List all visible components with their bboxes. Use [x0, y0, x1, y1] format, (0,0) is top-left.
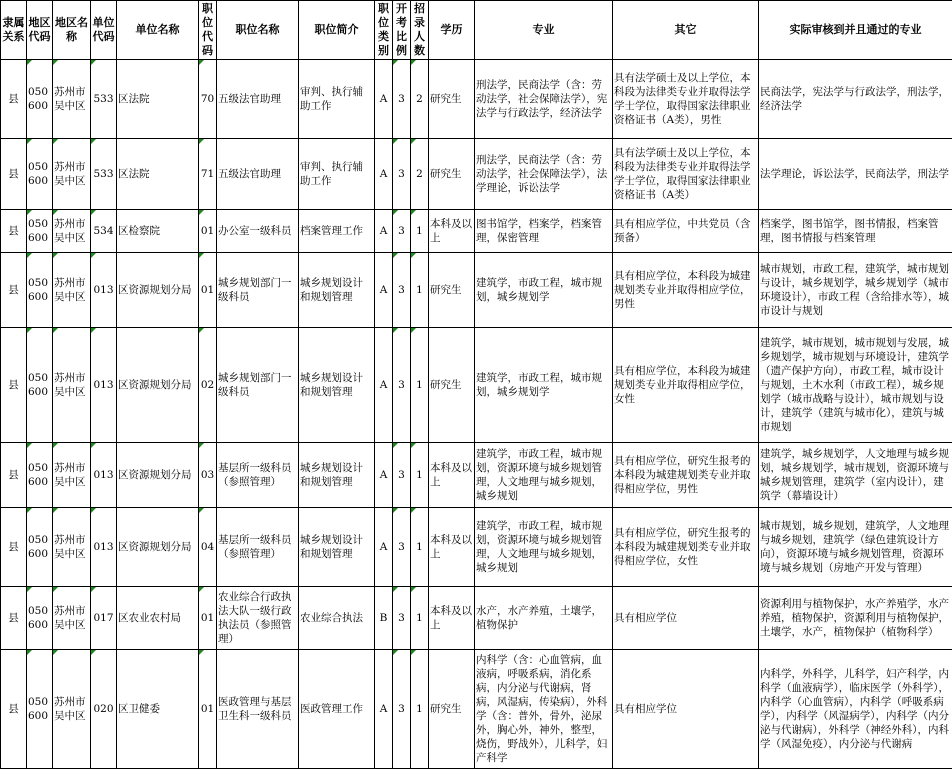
table-row — [1, 508, 952, 587]
header-cell: 学历 — [429, 1, 475, 60]
education-cell: 研究生 — [429, 650, 475, 769]
actual-major-cell: 城市规划，城乡规划，建筑学，人文地理与城乡规划，建筑学（绿色建筑设计方向），资源环境与城乡规划管理，资源环境与城乡规划（房地产开发与管理） — [759, 508, 952, 587]
actual-major-cell: 建筑学，城乡规划学，人文地理与城乡规划，城乡规划学，城市规划，资源环境与城乡规划管理，建筑学（室内设计），建筑学（幕墙设计） — [759, 443, 952, 508]
other-cell: 具有法学硕士及以上学位，本科段为法律类专业并取得法学学士学位，取得国家法律职业资格证书（A类） — [613, 139, 759, 210]
category-cell: A — [375, 650, 393, 769]
relation-cell: 县 — [1, 587, 27, 650]
education-cell: 研究生 — [429, 139, 475, 210]
unit-code-cell: 017 — [91, 587, 117, 650]
education-cell: 本科及以上 — [429, 210, 475, 253]
major-cell: 图书馆学，档案学，档案管理，保密管理 — [475, 210, 613, 253]
major-cell: 建筑学，市政工程，城市规划，资源环境与城乡规划管理，人文地理与城乡规划，城乡规划 — [475, 508, 613, 587]
header-cell: 单位代码 — [91, 1, 117, 60]
region-name-cell: 苏州市吴中区 — [53, 139, 91, 210]
ratio-cell: 3 — [393, 139, 411, 210]
actual-major-cell: 民商法学，宪法学与行政法学，刑法学，经济法学 — [759, 60, 952, 139]
unit-name-cell: 区检察院 — [117, 210, 199, 253]
unit-code-cell: 533 — [91, 139, 117, 210]
position-intro-cell: 农业综合执法 — [299, 587, 375, 650]
position-code-cell: 02 — [199, 328, 217, 443]
position-code-cell: 01 — [199, 650, 217, 769]
position-code-cell: 01 — [199, 587, 217, 650]
category-cell: A — [375, 60, 393, 139]
header-row — [1, 1, 952, 60]
other-cell: 具有相应学位，本科段为城建规划类专业并取得相应学位，女性 — [613, 328, 759, 443]
header-cell: 职位代码 — [199, 1, 217, 60]
position-intro-cell: 档案管理工作 — [299, 210, 375, 253]
region-name-cell: 苏州市吴中区 — [53, 587, 91, 650]
position-code-cell: 04 — [199, 508, 217, 587]
position-name-cell: 基层所一级科员（参照管理） — [217, 508, 299, 587]
position-name-cell: 办公室一级科员 — [217, 210, 299, 253]
actual-major-cell: 档案学，图书馆学，图书情报，档案管理，图书情报与档案管理 — [759, 210, 952, 253]
relation-cell: 县 — [1, 443, 27, 508]
region-code-cell: 050600 — [27, 328, 53, 443]
major-cell: 建筑学，市政工程，城市规划，资源环境与城乡规划管理，人文地理与城乡规划，城乡规划 — [475, 443, 613, 508]
relation-cell: 县 — [1, 253, 27, 328]
education-cell: 本科及以上 — [429, 443, 475, 508]
actual-major-cell: 城市规划，市政工程，建筑学，城市规划与设计，城乡规划学，城乡规划学（城市环境设计），市政工程（含给排水等），城市设计与规划 — [759, 253, 952, 328]
position-code-cell: 71 — [199, 139, 217, 210]
header-cell: 其它 — [613, 1, 759, 60]
header-cell: 职位名称 — [217, 1, 299, 60]
relation-cell: 县 — [1, 210, 27, 253]
other-cell: 具有相应学位，研究生报考的本科段为城建规划类专业并取得相应学位，女性 — [613, 508, 759, 587]
quota-cell: 1 — [411, 328, 429, 443]
quota-cell: 1 — [411, 253, 429, 328]
table-row — [1, 210, 952, 253]
region-code-cell: 050600 — [27, 650, 53, 769]
relation-cell: 县 — [1, 60, 27, 139]
category-cell: B — [375, 587, 393, 650]
major-cell: 水产，水产养殖，土壤学，植物保护 — [475, 587, 613, 650]
position-name-cell: 城乡规划部门一级科员 — [217, 253, 299, 328]
region-code-cell: 050600 — [27, 60, 53, 139]
header-cell: 职位简介 — [299, 1, 375, 60]
position-name-cell: 医政管理与基层卫生科一级科员 — [217, 650, 299, 769]
region-code-cell: 050600 — [27, 139, 53, 210]
unit-name-cell: 区法院 — [117, 60, 199, 139]
quota-cell: 1 — [411, 508, 429, 587]
table-row — [1, 253, 952, 328]
other-cell: 具有相应学位 — [613, 587, 759, 650]
actual-major-cell: 资源利用与植物保护，水产养殖学，水产养殖，植物保护，资源利用与植物保护，土壤学，水产，植物保护（植物科学） — [759, 587, 952, 650]
quota-cell: 1 — [411, 587, 429, 650]
education-cell: 本科及以上 — [429, 587, 475, 650]
region-name-cell: 苏州市吴中区 — [53, 60, 91, 139]
ratio-cell: 3 — [393, 328, 411, 443]
education-cell: 研究生 — [429, 328, 475, 443]
header-cell: 单位名称 — [117, 1, 199, 60]
position-name-cell: 基层所一级科员（参照管理） — [217, 443, 299, 508]
other-cell: 具有法学硕士及以上学位，本科段为法律类专业并取得法学学士学位，取得国家法律职业资格证书（A类），男性 — [613, 60, 759, 139]
header-cell: 实际审核到并且通过的专业 — [759, 1, 952, 60]
category-cell: A — [375, 328, 393, 443]
table-row — [1, 650, 952, 769]
position-intro-cell: 城乡规划设计和规划管理 — [299, 508, 375, 587]
table-row — [1, 60, 952, 139]
unit-code-cell: 534 — [91, 210, 117, 253]
position-code-cell: 01 — [199, 210, 217, 253]
major-cell: 刑法学，民商法学（含：劳动法学，社会保障法学），宪法学与行政法学，经济法学 — [475, 60, 613, 139]
relation-cell: 县 — [1, 508, 27, 587]
category-cell: A — [375, 508, 393, 587]
unit-name-cell: 区卫健委 — [117, 650, 199, 769]
position-name-cell: 城乡规划部门一级科员 — [217, 328, 299, 443]
position-intro-cell: 城乡规划设计和规划管理 — [299, 328, 375, 443]
region-name-cell: 苏州市吴中区 — [53, 650, 91, 769]
ratio-cell: 3 — [393, 60, 411, 139]
unit-code-cell: 533 — [91, 60, 117, 139]
unit-code-cell: 013 — [91, 253, 117, 328]
position-name-cell: 农业综合行政执法大队一级行政执法员（参照管理） — [217, 587, 299, 650]
quota-cell: 1 — [411, 210, 429, 253]
major-cell: 刑法学，民商法学（含：劳动法学，社会保障法学），法学理论，诉讼法学 — [475, 139, 613, 210]
position-code-cell: 01 — [199, 253, 217, 328]
major-cell: 建筑学，市政工程，城市规划，城乡规划学 — [475, 328, 613, 443]
actual-major-cell: 法学理论，诉讼法学，民商法学，刑法学 — [759, 139, 952, 210]
region-code-cell: 050600 — [27, 508, 53, 587]
other-cell: 具有相应学位，中共党员（含预备） — [613, 210, 759, 253]
quota-cell: 1 — [411, 650, 429, 769]
quota-cell: 2 — [411, 60, 429, 139]
category-cell: A — [375, 253, 393, 328]
unit-code-cell: 013 — [91, 508, 117, 587]
category-cell: A — [375, 210, 393, 253]
relation-cell: 县 — [1, 328, 27, 443]
region-code-cell: 050600 — [27, 253, 53, 328]
table-row — [1, 328, 952, 443]
region-name-cell: 苏州市吴中区 — [53, 443, 91, 508]
category-cell: A — [375, 139, 393, 210]
table-row — [1, 139, 952, 210]
relation-cell: 县 — [1, 650, 27, 769]
other-cell: 具有相应学位，研究生报考的本科段为城建规划类专业并取得相应学位，男性 — [613, 443, 759, 508]
header-cell: 职位类别 — [375, 1, 393, 60]
quota-cell: 1 — [411, 443, 429, 508]
unit-name-cell: 区资源规划分局 — [117, 443, 199, 508]
region-code-cell: 050600 — [27, 210, 53, 253]
actual-major-cell: 建筑学，城市规划，城市规划与发展，城乡规划学，城市规划与环境设计，建筑学（遗产保护方向），市政工程，城市设计与规划，土木水利（市政工程），城乡规划学（城市战略与设计），城市规划与设计，建筑学（建筑与城市化），建筑与城市规划 — [759, 328, 952, 443]
header-cell: 隶属关系 — [1, 1, 27, 60]
education-cell: 本科及以上 — [429, 508, 475, 587]
position-code-cell: 70 — [199, 60, 217, 139]
region-name-cell: 苏州市吴中区 — [53, 210, 91, 253]
region-name-cell: 苏州市吴中区 — [53, 508, 91, 587]
education-cell: 研究生 — [429, 60, 475, 139]
region-code-cell: 050600 — [27, 587, 53, 650]
ratio-cell: 3 — [393, 210, 411, 253]
category-cell: A — [375, 443, 393, 508]
other-cell: 具有相应学位，本科段为城建规划类专业并取得相应学位，男性 — [613, 253, 759, 328]
region-name-cell: 苏州市吴中区 — [53, 253, 91, 328]
ratio-cell: 3 — [393, 443, 411, 508]
major-cell: 内科学（含：心血管病，血液病，呼吸系病，消化系病，内分泌与代谢病，肾病，风湿病，传染病），外科学（含：普外，骨外，泌尿外，胸心外，神外，整型，烧伤，野战外），儿科学，妇产科学 — [475, 650, 613, 769]
position-intro-cell: 审判、执行辅助工作 — [299, 139, 375, 210]
region-name-cell: 苏州市吴中区 — [53, 328, 91, 443]
other-cell: 具有相应学位 — [613, 650, 759, 769]
position-code-cell: 03 — [199, 443, 217, 508]
header-cell: 招录人数 — [411, 1, 429, 60]
header-cell: 开考比例 — [393, 1, 411, 60]
education-cell: 研究生 — [429, 253, 475, 328]
table-row — [1, 443, 952, 508]
unit-code-cell: 020 — [91, 650, 117, 769]
major-cell: 建筑学，市政工程，城市规划，城乡规划学 — [475, 253, 613, 328]
unit-name-cell: 区法院 — [117, 139, 199, 210]
relation-cell: 县 — [1, 139, 27, 210]
position-intro-cell: 审判、执行辅助工作 — [299, 60, 375, 139]
quota-cell: 2 — [411, 139, 429, 210]
position-name-cell: 五级法官助理 — [217, 60, 299, 139]
position-name-cell: 五级法官助理 — [217, 139, 299, 210]
ratio-cell: 3 — [393, 587, 411, 650]
unit-name-cell: 区农业农村局 — [117, 587, 199, 650]
table-row — [1, 587, 952, 650]
ratio-cell: 3 — [393, 508, 411, 587]
unit-name-cell: 区资源规划分局 — [117, 508, 199, 587]
unit-name-cell: 区资源规划分局 — [117, 253, 199, 328]
header-cell: 地区名称 — [53, 1, 91, 60]
actual-major-cell: 内科学，外科学，儿科学，妇产科学，内科学（血液病学），临床医学（外科学），内科学（心血管病），内科学（呼吸系病学），内科学（风湿病学），内科学（内分泌与代谢病），外科学（神经外科），内科学（风湿免疫），内分泌与代谢病 — [759, 650, 952, 769]
ratio-cell: 3 — [393, 650, 411, 769]
unit-code-cell: 013 — [91, 443, 117, 508]
unit-name-cell: 区资源规划分局 — [117, 328, 199, 443]
header-cell: 专业 — [475, 1, 613, 60]
position-intro-cell: 城乡规划设计和规划管理 — [299, 443, 375, 508]
position-intro-cell: 医政管理工作 — [299, 650, 375, 769]
region-code-cell: 050600 — [27, 443, 53, 508]
header-cell: 地区代码 — [27, 1, 53, 60]
unit-code-cell: 013 — [91, 328, 117, 443]
ratio-cell: 3 — [393, 253, 411, 328]
position-intro-cell: 城乡规划设计和规划管理 — [299, 253, 375, 328]
